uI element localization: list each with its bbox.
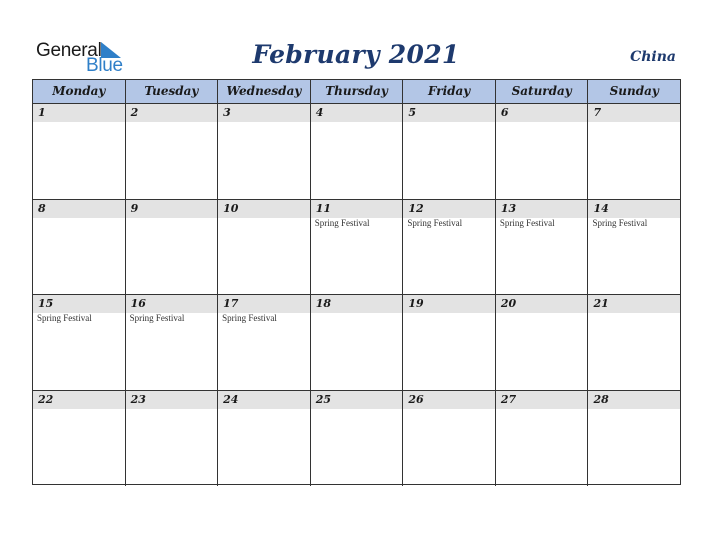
holiday-label: Spring Festival [222, 313, 277, 323]
day-number: 2 [126, 104, 218, 122]
day-number: 16 [126, 295, 218, 313]
day-cell [126, 295, 219, 390]
day-cell [33, 295, 126, 390]
day-cell [126, 104, 219, 199]
day-number: 13 [496, 200, 588, 218]
weekday-header: Thursday [311, 80, 404, 103]
day-number: 15 [33, 295, 125, 313]
page-title: February 2021 [252, 40, 460, 69]
day-cell [403, 200, 496, 295]
holiday-label: Spring Festival [129, 313, 185, 323]
day-number: 7 [588, 104, 680, 122]
day-number: 22 [33, 391, 125, 409]
week-row [33, 200, 680, 296]
day-cell [588, 391, 680, 487]
weekday-header: Sunday [609, 84, 659, 98]
holiday-label: Spring Festival [37, 313, 92, 323]
day-cell [588, 295, 680, 390]
day-cell [218, 200, 311, 295]
day-number: 6 [496, 104, 588, 122]
day-number: 20 [496, 295, 588, 313]
weekday-header: Wednesday [218, 80, 311, 103]
day-number: 24 [218, 391, 310, 409]
weekday-header: Tuesday [126, 80, 219, 103]
day-number: 19 [403, 295, 495, 313]
day-number: 4 [311, 104, 403, 122]
weekday-header: Friday [403, 80, 496, 103]
day-number: 5 [403, 104, 495, 122]
weeks-container [33, 104, 680, 486]
day-number: 11 [311, 200, 403, 218]
day-number: 1 [33, 104, 125, 122]
logo-word-blue: Blue [86, 55, 123, 76]
holiday-label: Spring Festival [407, 217, 463, 228]
day-cell [218, 104, 311, 199]
week-row [33, 295, 680, 391]
holiday-label: Spring Festival [314, 217, 370, 228]
day-cell [33, 391, 126, 487]
weekday-header-row [33, 80, 680, 104]
day-number: 26 [403, 391, 495, 409]
day-cell [403, 104, 496, 199]
day-number: 10 [218, 200, 310, 218]
day-cell [33, 200, 126, 295]
day-cell [218, 391, 311, 487]
weekday-header: Saturday [496, 80, 589, 103]
day-cell [496, 391, 589, 487]
day-number: 23 [126, 391, 218, 409]
day-cell [126, 200, 219, 295]
day-number: 14 [588, 200, 680, 218]
day-cell [311, 295, 404, 390]
weekday-header: Monday [33, 80, 126, 103]
day-cell [496, 104, 589, 199]
day-cell [33, 104, 126, 199]
day-cell [311, 104, 404, 199]
week-row [33, 104, 680, 200]
day-cell [218, 295, 311, 390]
holiday-label: Spring Festival [499, 217, 555, 228]
day-number: 3 [218, 104, 310, 122]
day-number: 21 [588, 295, 680, 313]
day-cell [311, 200, 404, 295]
day-cell [588, 200, 680, 295]
logo-word-general: General [36, 40, 102, 61]
day-cell [311, 391, 404, 487]
country-label: China [630, 49, 676, 65]
day-number: 17 [218, 295, 310, 313]
day-number: 18 [311, 295, 403, 313]
day-cell [588, 104, 680, 199]
day-number: 28 [588, 391, 680, 409]
day-number: 8 [33, 200, 125, 218]
day-number: 25 [311, 391, 403, 409]
day-cell [403, 295, 496, 390]
calendar-grid [32, 79, 681, 485]
holiday-label: Spring Festival [592, 217, 648, 228]
day-cell [403, 391, 496, 487]
day-cell [126, 391, 219, 487]
week-row [33, 391, 680, 487]
day-number: 9 [126, 200, 218, 218]
day-cell [496, 200, 589, 295]
day-number: 27 [496, 391, 588, 409]
day-number: 12 [403, 200, 495, 218]
day-cell [496, 295, 589, 390]
